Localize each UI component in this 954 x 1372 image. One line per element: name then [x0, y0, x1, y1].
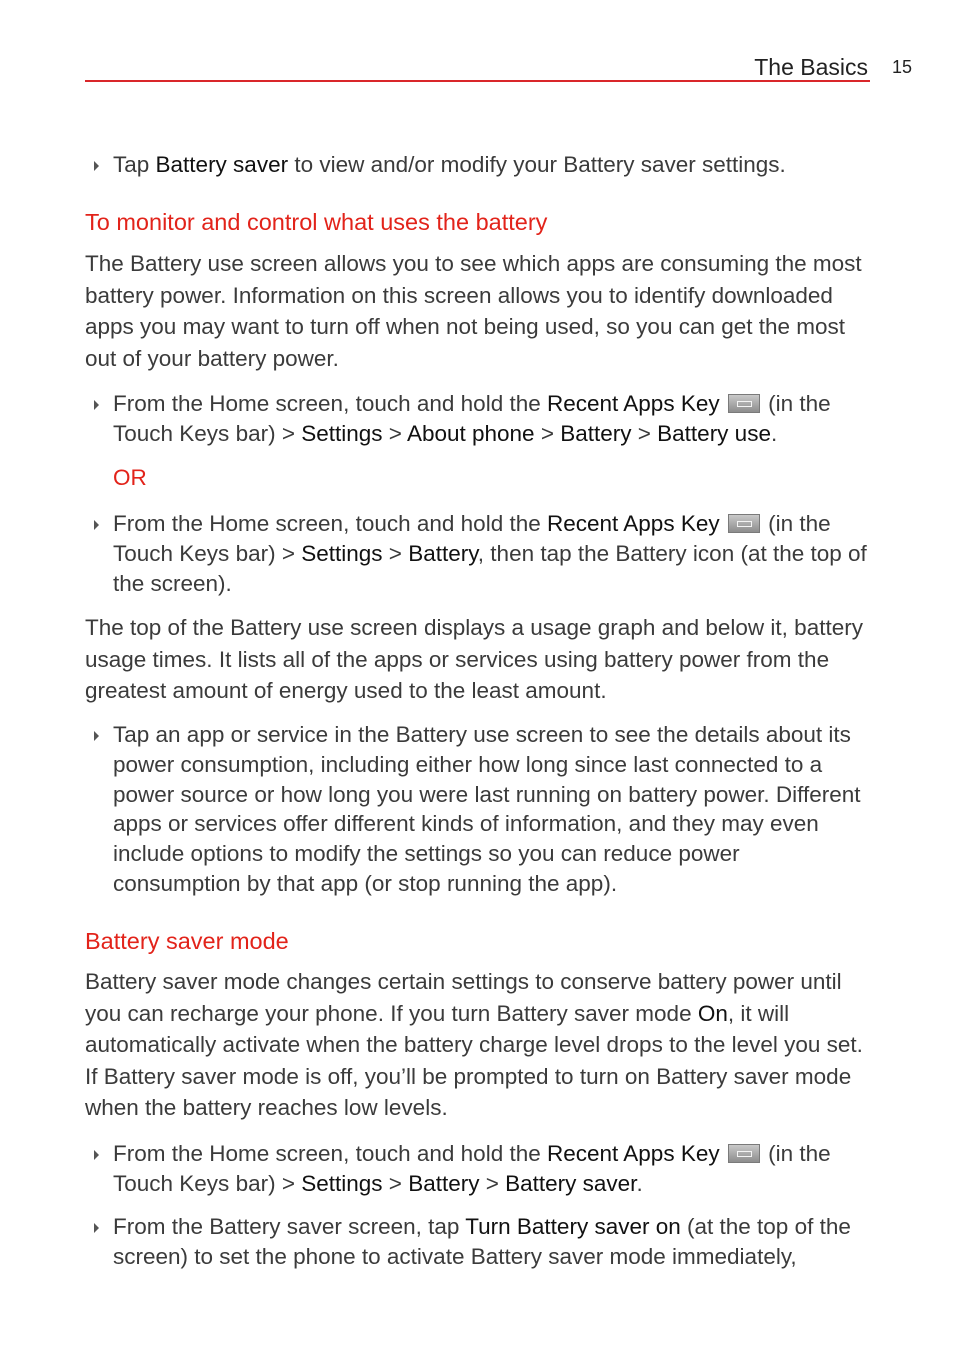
- paragraph-usage-graph: The top of the Battery use screen displays a usage graph and below it, battery usage times. It lists all of the apps or services using battery power from the greatest amount of energy used to the least amount.: [85, 615, 863, 703]
- paragraph-battery-saver: Battery saver mode changes certain settings to conserve battery power until you can recharge your phone. If you turn Battery saver mode On, it will automatically activate when the battery charge level drops to the level you set. If Battery saver mode is off, you’ll be prompted to turn on Battery saver mode when the battery reaches low levels.: [85, 969, 863, 1120]
- recent-apps-key-icon: [728, 514, 760, 533]
- section-title: The Basics: [754, 54, 868, 80]
- header-divider: [85, 80, 870, 82]
- or-label: OR: [113, 465, 147, 490]
- bullet-turn-saver-on: From the Battery saver screen, tap Turn Battery saver on (at the top of the screen) to set the phone to activate Battery saver mode immediately,: [113, 1212, 873, 1272]
- bullet-battery-saver-path: From the Home screen, touch and hold the Recent Apps Key (in the Touch Keys bar) > Settings > Battery > Battery saver.: [113, 1139, 873, 1199]
- page-number: 15: [892, 57, 913, 77]
- recent-apps-key-icon: [728, 394, 760, 413]
- bullet-app-details: Tap an app or service in the Battery use screen to see the details about its power consumption, including either how long since last connected to a power source or how long you were last running on battery power. Different apps or services offer different kinds of information, and they may even include options to modify the settings so you can reduce power consumption by that app (or stop running the app).: [113, 720, 873, 899]
- heading-monitor-battery: To monitor and control what uses the battery: [85, 209, 548, 235]
- paragraph-battery-use: The Battery use screen allows you to see which apps are consuming the most battery power. Information on this screen allows you to identify downloaded apps you may want to turn off when not being used, so you can get the most out of your battery power.: [85, 251, 862, 371]
- bullet-battery-saver: Tap Battery saver to view and/or modify your Battery saver settings.: [113, 150, 873, 180]
- bullet-battery-use-path: From the Home screen, touch and hold the Recent Apps Key (in the Touch Keys bar) > Settings > About phone > Battery > Battery use.: [113, 389, 873, 449]
- heading-battery-saver-mode: Battery saver mode: [85, 928, 289, 954]
- recent-apps-key-icon: [728, 1144, 760, 1163]
- bullet-battery-icon-path: From the Home screen, touch and hold the Recent Apps Key (in the Touch Keys bar) > Settings > Battery, then tap the Battery icon (at the top of the screen).: [113, 509, 873, 598]
